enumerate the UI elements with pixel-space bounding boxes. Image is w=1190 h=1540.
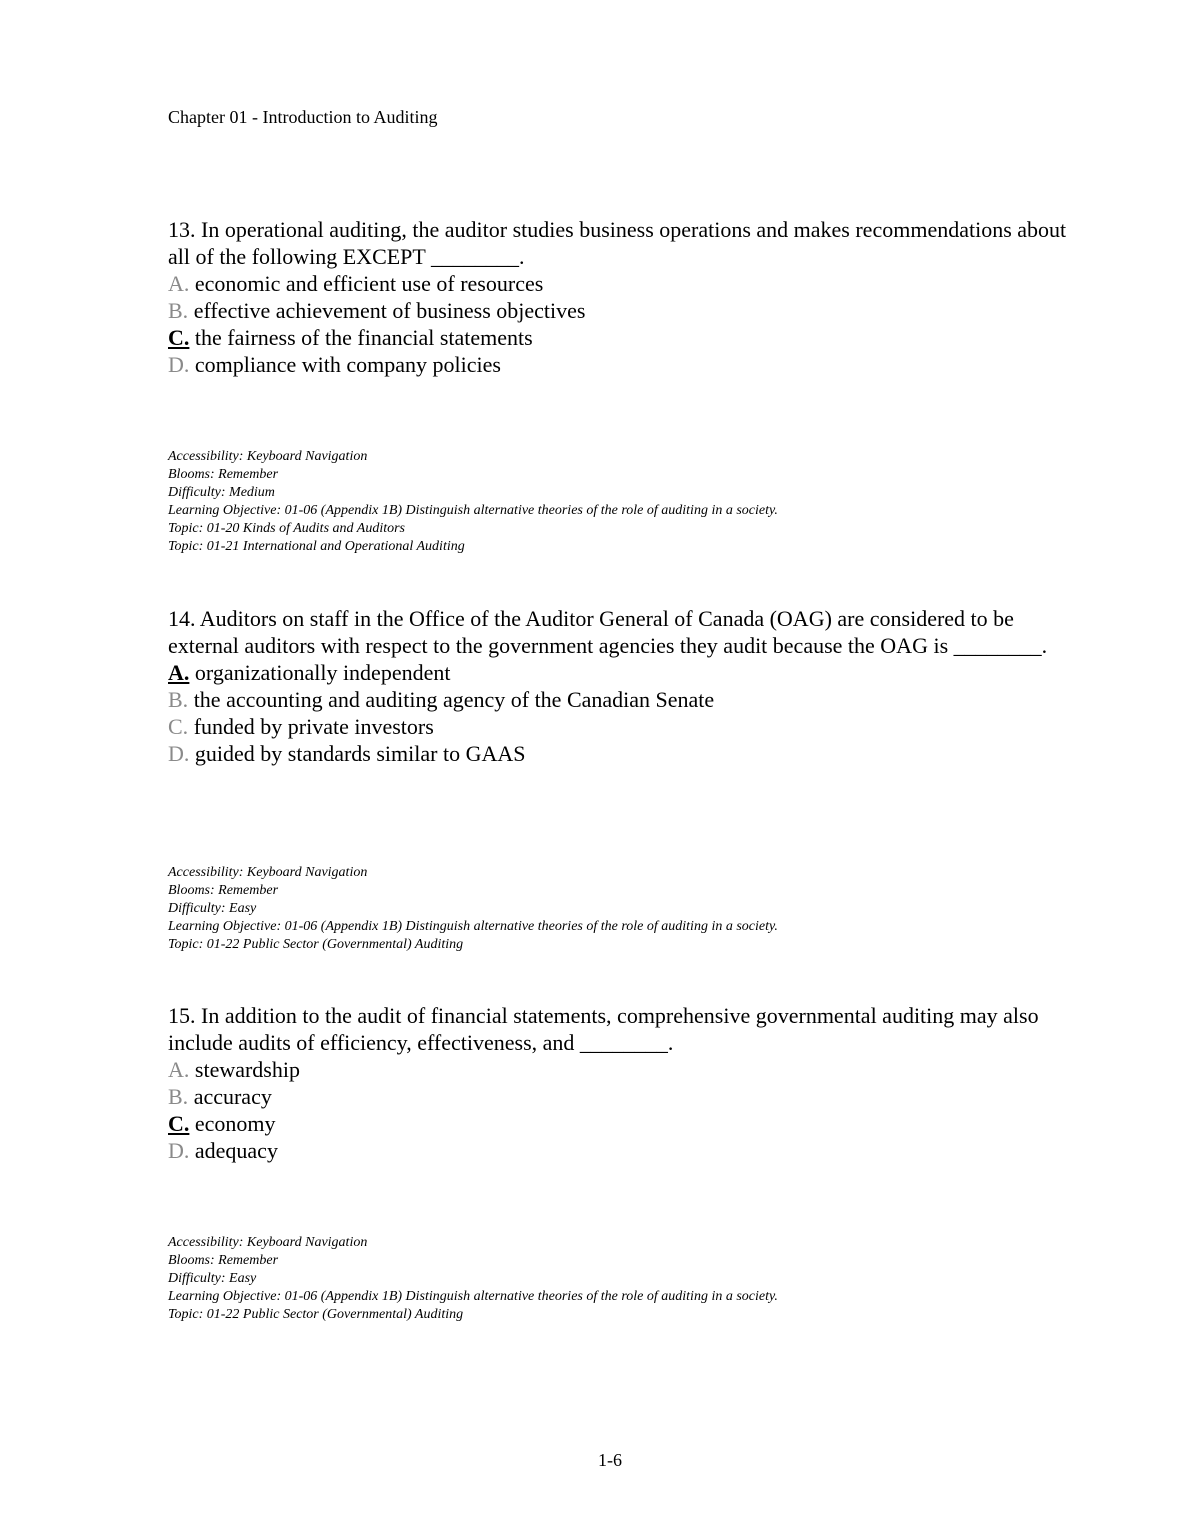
option-text: adequacy xyxy=(189,1138,278,1163)
question-stem: 14. Auditors on staff in the Office of the Auditor General of Canada (OAG) are considered to be external auditors with respect to the government agencies they audit because the OAG is ________. xyxy=(168,606,1048,658)
question-13-metadata xyxy=(168,448,778,556)
meta-blooms: Blooms: Remember xyxy=(168,883,279,898)
meta-topic: Topic: 01-21 International and Operational Auditing xyxy=(168,539,465,554)
option-d xyxy=(168,351,1068,378)
meta-topic: Topic: 01-22 Public Sector (Governmental) Auditing xyxy=(168,937,464,952)
option-text: economy xyxy=(189,1111,276,1136)
option-letter: A. xyxy=(168,271,190,296)
option-letter: B. xyxy=(168,1084,189,1109)
question-13 xyxy=(168,216,1068,378)
option-text: guided by standards similar to GAAS xyxy=(189,741,526,766)
meta-learning-objective: Learning Objective: 01-06 (Appendix 1B) Distinguish alternative theories of the role of auditing in a society. xyxy=(168,503,778,518)
meta-blooms: Blooms: Remember xyxy=(168,1253,279,1268)
option-text: accuracy xyxy=(188,1084,272,1109)
option-letter: C. xyxy=(168,714,189,739)
question-stem: 15. In addition to the audit of financial statements, comprehensive governmental auditing may also include audits of efficiency, effectiveness, and ________. xyxy=(168,1003,1039,1055)
option-text: the fairness of the financial statements xyxy=(189,325,533,350)
page-number: 1-6 xyxy=(598,1450,622,1470)
option-a xyxy=(168,659,1068,686)
meta-learning-objective: Learning Objective: 01-06 (Appendix 1B) Distinguish alternative theories of the role of auditing in a society. xyxy=(168,1289,778,1304)
option-a xyxy=(168,270,1068,297)
question-14 xyxy=(168,605,1068,767)
option-text: organizationally independent xyxy=(189,660,451,685)
option-letter-correct: A. xyxy=(168,660,190,685)
meta-accessibility: Accessibility: Keyboard Navigation xyxy=(168,449,368,464)
option-letter-correct: C. xyxy=(168,325,190,350)
option-d xyxy=(168,740,1068,767)
meta-accessibility: Accessibility: Keyboard Navigation xyxy=(168,1235,368,1250)
option-letter: B. xyxy=(168,687,189,712)
option-letter: A. xyxy=(168,1057,190,1082)
meta-difficulty: Difficulty: Easy xyxy=(168,1271,257,1286)
option-letter: B. xyxy=(168,298,189,323)
option-b xyxy=(168,297,1068,324)
option-c xyxy=(168,324,1068,351)
option-letter: D. xyxy=(168,741,190,766)
meta-difficulty: Difficulty: Easy xyxy=(168,901,257,916)
option-b xyxy=(168,686,1068,713)
meta-difficulty: Difficulty: Medium xyxy=(168,485,275,500)
option-text: the accounting and auditing agency of the Canadian Senate xyxy=(188,687,715,712)
option-text: funded by private investors xyxy=(188,714,434,739)
option-d xyxy=(168,1137,1068,1164)
meta-topic: Topic: 01-22 Public Sector (Governmental) Auditing xyxy=(168,1307,464,1322)
option-letter-correct: C. xyxy=(168,1111,190,1136)
meta-topic: Topic: 01-20 Kinds of Audits and Auditors xyxy=(168,521,405,536)
option-b xyxy=(168,1083,1068,1110)
option-letter: D. xyxy=(168,352,190,377)
option-text: compliance with company policies xyxy=(189,352,501,377)
meta-blooms: Blooms: Remember xyxy=(168,467,279,482)
option-c xyxy=(168,1110,1068,1137)
meta-learning-objective: Learning Objective: 01-06 (Appendix 1B) Distinguish alternative theories of the role of auditing in a society. xyxy=(168,919,778,934)
meta-accessibility: Accessibility: Keyboard Navigation xyxy=(168,865,368,880)
chapter-header: Chapter 01 - Introduction to Auditing xyxy=(168,107,438,127)
option-text: effective achievement of business objectives xyxy=(188,298,586,323)
question-15-metadata xyxy=(168,1234,778,1324)
question-15 xyxy=(168,1002,1068,1164)
option-a xyxy=(168,1056,1068,1083)
option-text: stewardship xyxy=(189,1057,300,1082)
question-stem: 13. In operational auditing, the auditor studies business operations and makes recommendations about all of the following EXCEPT ________. xyxy=(168,217,1067,269)
option-letter: D. xyxy=(168,1138,190,1163)
option-text: economic and efficient use of resources xyxy=(189,271,544,296)
option-c xyxy=(168,713,1068,740)
question-14-metadata xyxy=(168,864,778,954)
